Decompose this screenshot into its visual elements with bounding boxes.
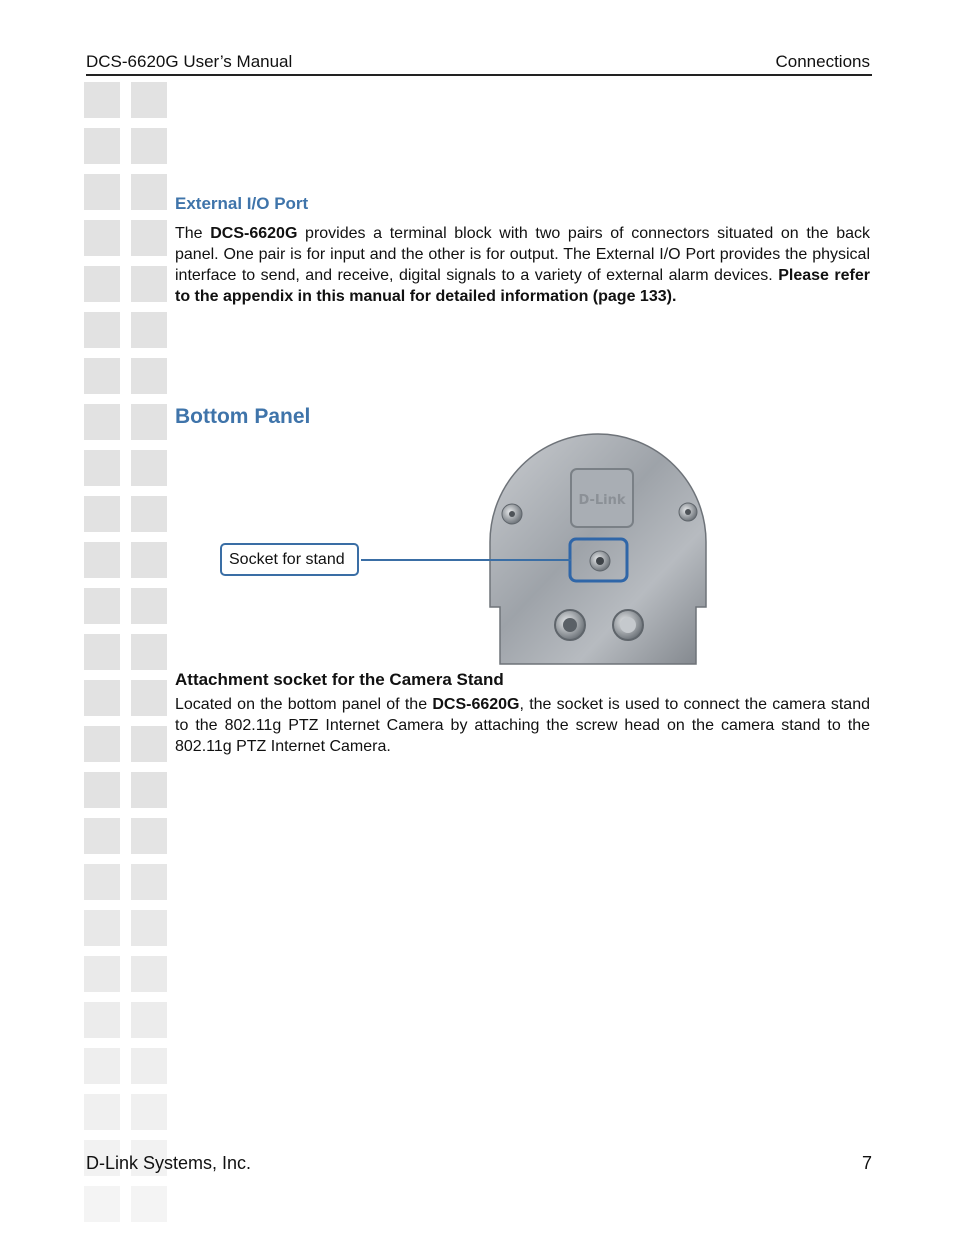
decorative-tile (131, 726, 167, 762)
decorative-tile (84, 450, 120, 486)
decorative-tile (84, 1094, 120, 1130)
decorative-tile (131, 266, 167, 302)
decorative-tile (131, 128, 167, 164)
decorative-tile (84, 312, 120, 348)
product-name: DCS-6620G (210, 225, 298, 242)
text-run: provides a terminal block with two pairs of connectors situated on the back panel. One pair is for input and the other is for output. The External I/O Port provides the physical interface to send, and receive, digital signals to a variety of external alarm devices. (175, 225, 871, 284)
decorative-tile (84, 128, 120, 164)
decorative-tile (131, 404, 167, 440)
decorative-tile (131, 634, 167, 670)
decorative-tile (131, 1186, 167, 1222)
decorative-tile (131, 174, 167, 210)
decorative-tile (131, 772, 167, 808)
external-io-heading: External I/O Port (175, 194, 309, 213)
attachment-paragraph (175, 694, 870, 757)
decorative-tile (131, 588, 167, 624)
decorative-tile (131, 358, 167, 394)
attachment-heading: Attachment socket for the Camera Stand (175, 670, 504, 689)
decorative-tile (84, 82, 120, 118)
decorative-tile (131, 864, 167, 900)
decorative-tile (84, 358, 120, 394)
external-io-paragraph (175, 223, 870, 307)
decorative-tile (84, 266, 120, 302)
manual-title: DCS-6620G User’s Manual (86, 52, 293, 71)
chapter-title: Connections (775, 52, 870, 71)
decorative-tile (131, 450, 167, 486)
decorative-tile (84, 542, 120, 578)
decorative-tile (84, 588, 120, 624)
page-header (86, 50, 872, 76)
camera-bottom-panel-photo (478, 432, 718, 668)
photo-logo-text: D-Link (578, 493, 626, 508)
decorative-tile (84, 956, 120, 992)
decorative-tile (84, 864, 120, 900)
decorative-tile (84, 1186, 120, 1222)
decorative-tile (84, 910, 120, 946)
decorative-tile (131, 1048, 167, 1084)
decorative-tile (84, 220, 120, 256)
decorative-tile (131, 818, 167, 854)
decorative-tile (131, 956, 167, 992)
decorative-tile (84, 404, 120, 440)
decorative-tile (131, 312, 167, 348)
bottom-panel-heading: Bottom Panel (175, 405, 311, 428)
text-run: The (175, 225, 211, 242)
decorative-tile (131, 496, 167, 532)
decorative-tile (131, 1002, 167, 1038)
decorative-tile (131, 1094, 167, 1130)
decorative-tile (131, 82, 167, 118)
decorative-tile (84, 496, 120, 532)
decorative-tile (131, 542, 167, 578)
page-number: 7 (862, 1153, 873, 1173)
decorative-tile (131, 220, 167, 256)
decorative-tile (131, 910, 167, 946)
appendix-note: Please refer to the appendix in this manual for detailed information (page 133). (175, 267, 871, 305)
decorative-tile (131, 680, 167, 716)
text-run: Located on the bottom panel of the (175, 696, 433, 713)
decorative-tile (84, 772, 120, 808)
text-run: , the socket is used to connect the camera stand to the 802.11g PTZ Internet Camera by attaching the screw head on the camera stand to the 802.11g PTZ Internet Camera. (175, 696, 870, 755)
decorative-tile (84, 1002, 120, 1038)
callout-line (361, 559, 571, 561)
socket-callout-label: Socket for stand (220, 543, 359, 576)
decorative-tile (84, 174, 120, 210)
decorative-tile (84, 818, 120, 854)
product-name: DCS-6620G (432, 696, 520, 713)
decorative-tile (84, 634, 120, 670)
footer-company: D-Link Systems, Inc. (86, 1153, 252, 1173)
decorative-tile-column (84, 82, 170, 1232)
decorative-tile (84, 726, 120, 762)
decorative-tile (84, 680, 120, 716)
decorative-tile (84, 1048, 120, 1084)
